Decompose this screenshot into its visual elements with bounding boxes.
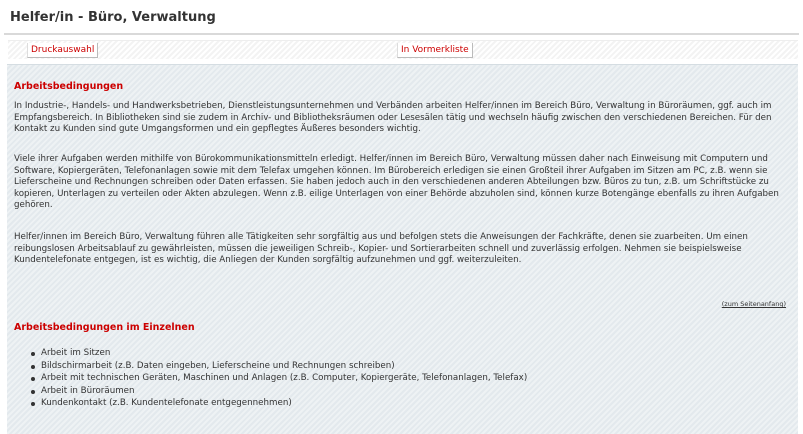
section-heading-conditions-detail: Arbeitsbedingungen im Einzelnen (14, 322, 195, 333)
paragraph-diligence: Helfer/innen im Bereich Büro, Verwaltung führen alle Tätigkeiten sehr sorgfältig aus und befolgen stets die Anweisungen der Fachkräfte, denen sie zuarbeiten. Um einen reibungslosen Arbeitsablauf zu gewährleisten, müssen die jeweiligen Schreib-, Kopier- und Sortierarbeiten schnell und zuverlässig erfolgen. Nehmen sie beispielsweise Kundentelefonate entgegen, ist es wichtig, die Anliegen der Kunden sorgfältig aufzunehmen und ggf. weiterzuleiten. (14, 232, 748, 265)
conditions-list (29, 347, 527, 410)
list-item: Bildschirmarbeit (z.B. Daten eingeben, Lieferscheine und Rechnungen schreiben) (29, 360, 527, 373)
print-selection-link[interactable]: Druckauswahl (27, 43, 98, 58)
title-divider (4, 33, 799, 35)
list-item: Arbeit in Büroräumen (29, 385, 527, 398)
page-title: Helfer/in - Büro, Verwaltung (10, 10, 216, 25)
content-panel (7, 64, 798, 434)
add-to-watchlist-link[interactable]: In Vormerkliste (397, 43, 473, 58)
list-item: Kundenkontakt (z.B. Kundentelefonate entgegennehmen) (29, 397, 527, 410)
list-item: Arbeit im Sitzen (29, 347, 527, 360)
list-item: Arbeit mit technischen Geräten, Maschinen und Anlagen (z.B. Computer, Kopiergeräte, Telefonanlagen, Telefax) (29, 372, 527, 385)
paragraph-workplace: In Industrie-, Handels- und Handwerksbetrieben, Dienstleistungsunternehmen und Verbänden arbeiten Helfer/innen im Bereich Büro, Verwaltung in Büroräumen, ggf. auch im Empfangsbereich. In Bibliotheken sind sie zudem in Archiv- und Bibliotheksräumen oder Lesesälen tätig und wechseln häufig zwischen den verschiedenen Bereichen. Für den Kontakt zu Kunden sind gute Umgangsformen und ein gepflegtes Äußeres besonders wichtig. (14, 101, 772, 134)
section-heading-working-conditions: Arbeitsbedingungen (14, 81, 124, 92)
toolbar (8, 40, 798, 59)
paragraph-office-tasks: Viele ihrer Aufgaben werden mithilfe von Bürokommunikationsmitteln erledigt. Helfer/innen im Bereich Büro, Verwaltung müssen daher nach Einweisung mit Computern und Software, Kopiergeräten, Telefonanlagen sowie mit dem Telefax umgehen können. Im Bürobereich erledigen sie einen Großteil ihrer Aufgaben im Sitzen am PC, z.B. wenn sie Lieferscheine und Rechnungen schreiben oder Daten erfassen. Sie haben jedoch auch in den verschiedenen anderen Abteilungen bzw. Büros zu tun, z.B. um Schriftstücke zu kopieren, Unterlagen zu verteilen oder Akten abzulegen. Wenn z.B. eilige Unterlagen von einer Behörde abzuholen sind, können kurze Botengänge ebenfalls zu ihren Aufgaben gehören. (14, 154, 779, 210)
back-to-top-link[interactable]: (zum Seitenanfang) (721, 300, 786, 308)
